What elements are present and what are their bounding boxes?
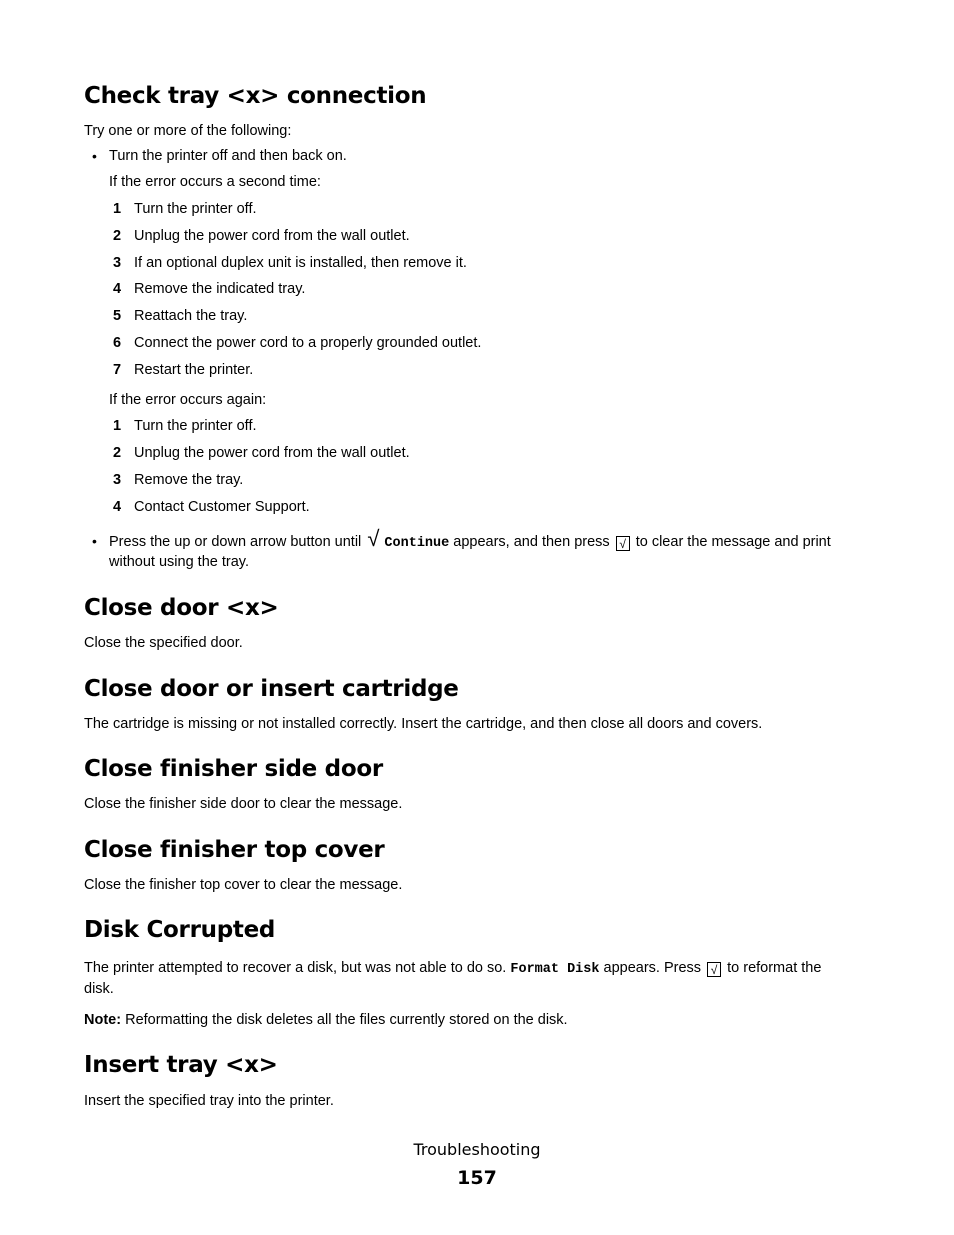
check-tray-bullet-2-line-2: without using the tray. [109,554,249,570]
step-number: 3 [113,255,122,271]
step-number: 5 [113,308,122,324]
disk-corrupted-body [84,959,821,979]
select-check-icon: √ [367,526,380,551]
disk-body-post-text: to reformat the [727,960,822,976]
step-number: 4 [113,281,122,297]
heading-close-door-or-insert-cartridge: Close door or insert cartridge [84,676,459,702]
close-finisher-top-body: Close the finisher top cover to clear the message. [84,877,403,893]
step-text: Remove the tray. [134,472,244,488]
step-text: Restart the printer. [134,362,254,378]
step-text: Turn the printer off. [134,418,257,434]
disk-corrupted-note [84,1011,568,1029]
disk-body-mid-text: appears. Press [603,960,702,976]
second-time-label: If the error occurs a second time: [109,174,321,190]
insert-tray-body: Insert the specified tray into the printer. [84,1093,334,1109]
check-tray-intro: Try one or more of the following: [84,123,292,139]
heading-close-finisher-side-door: Close finisher side door [84,756,383,782]
disk-corrupted-body-line-2: disk. [84,981,114,997]
note-text: Reformatting the disk deletes all the files currently stored on the disk. [125,1012,568,1028]
step-text: Unplug the power cord from the wall outlet. [134,445,410,461]
step-number: 6 [113,335,122,351]
heading-disk-corrupted: Disk Corrupted [84,917,276,943]
bullet-marker: • [92,148,97,164]
step-text: Connect the power cord to a properly grounded outlet. [134,335,482,351]
bullet2-pre-text: Press the up or down arrow button until [109,534,362,550]
step-number: 4 [113,499,122,515]
bullet2-mid-text: appears, and then press [453,534,610,550]
footer-page-number: 157 [457,1167,497,1189]
footer-section-label: Troubleshooting [413,1140,541,1159]
step-text: Unplug the power cord from the wall outlet. [134,228,410,244]
step-number: 2 [113,445,122,461]
check-tray-bullet-1: Turn the printer off and then back on. [109,148,347,164]
step-number: 1 [113,201,122,217]
step-number: 7 [113,362,122,378]
close-door-body: Close the specified door. [84,635,243,651]
heading-insert-tray: Insert tray <x> [84,1052,278,1078]
select-button-icon: √ [616,536,630,551]
note-label: Note: [84,1012,122,1028]
step-number: 1 [113,418,122,434]
step-text: Remove the indicated tray. [134,281,306,297]
disk-body-pre-text: The printer attempted to recover a disk, but was not able to do so. [84,960,507,976]
close-door-cartridge-body: The cartridge is missing or not installed correctly. Insert the cartridge, and then close all doors and covers. [84,716,763,732]
select-button-icon: √ [707,962,721,977]
continue-code: Continue [384,536,450,551]
bullet2-post-text: to clear the message and print [635,534,831,550]
again-label: If the error occurs again: [109,392,267,408]
step-text: Contact Customer Support. [134,499,310,515]
step-text: If an optional duplex unit is installed, then remove it. [134,255,467,271]
step-number: 3 [113,472,122,488]
step-text: Turn the printer off. [134,201,257,217]
step-number: 2 [113,228,122,244]
format-disk-code: Format Disk [510,962,600,977]
close-finisher-side-body: Close the finisher side door to clear the message. [84,796,403,812]
bullet-marker: • [92,533,97,549]
heading-check-tray-connection: Check tray <x> connection [84,83,427,109]
heading-close-finisher-top-cover: Close finisher top cover [84,837,385,863]
check-tray-bullet-2 [109,526,831,553]
step-text: Reattach the tray. [134,308,248,324]
heading-close-door: Close door <x> [84,595,279,621]
